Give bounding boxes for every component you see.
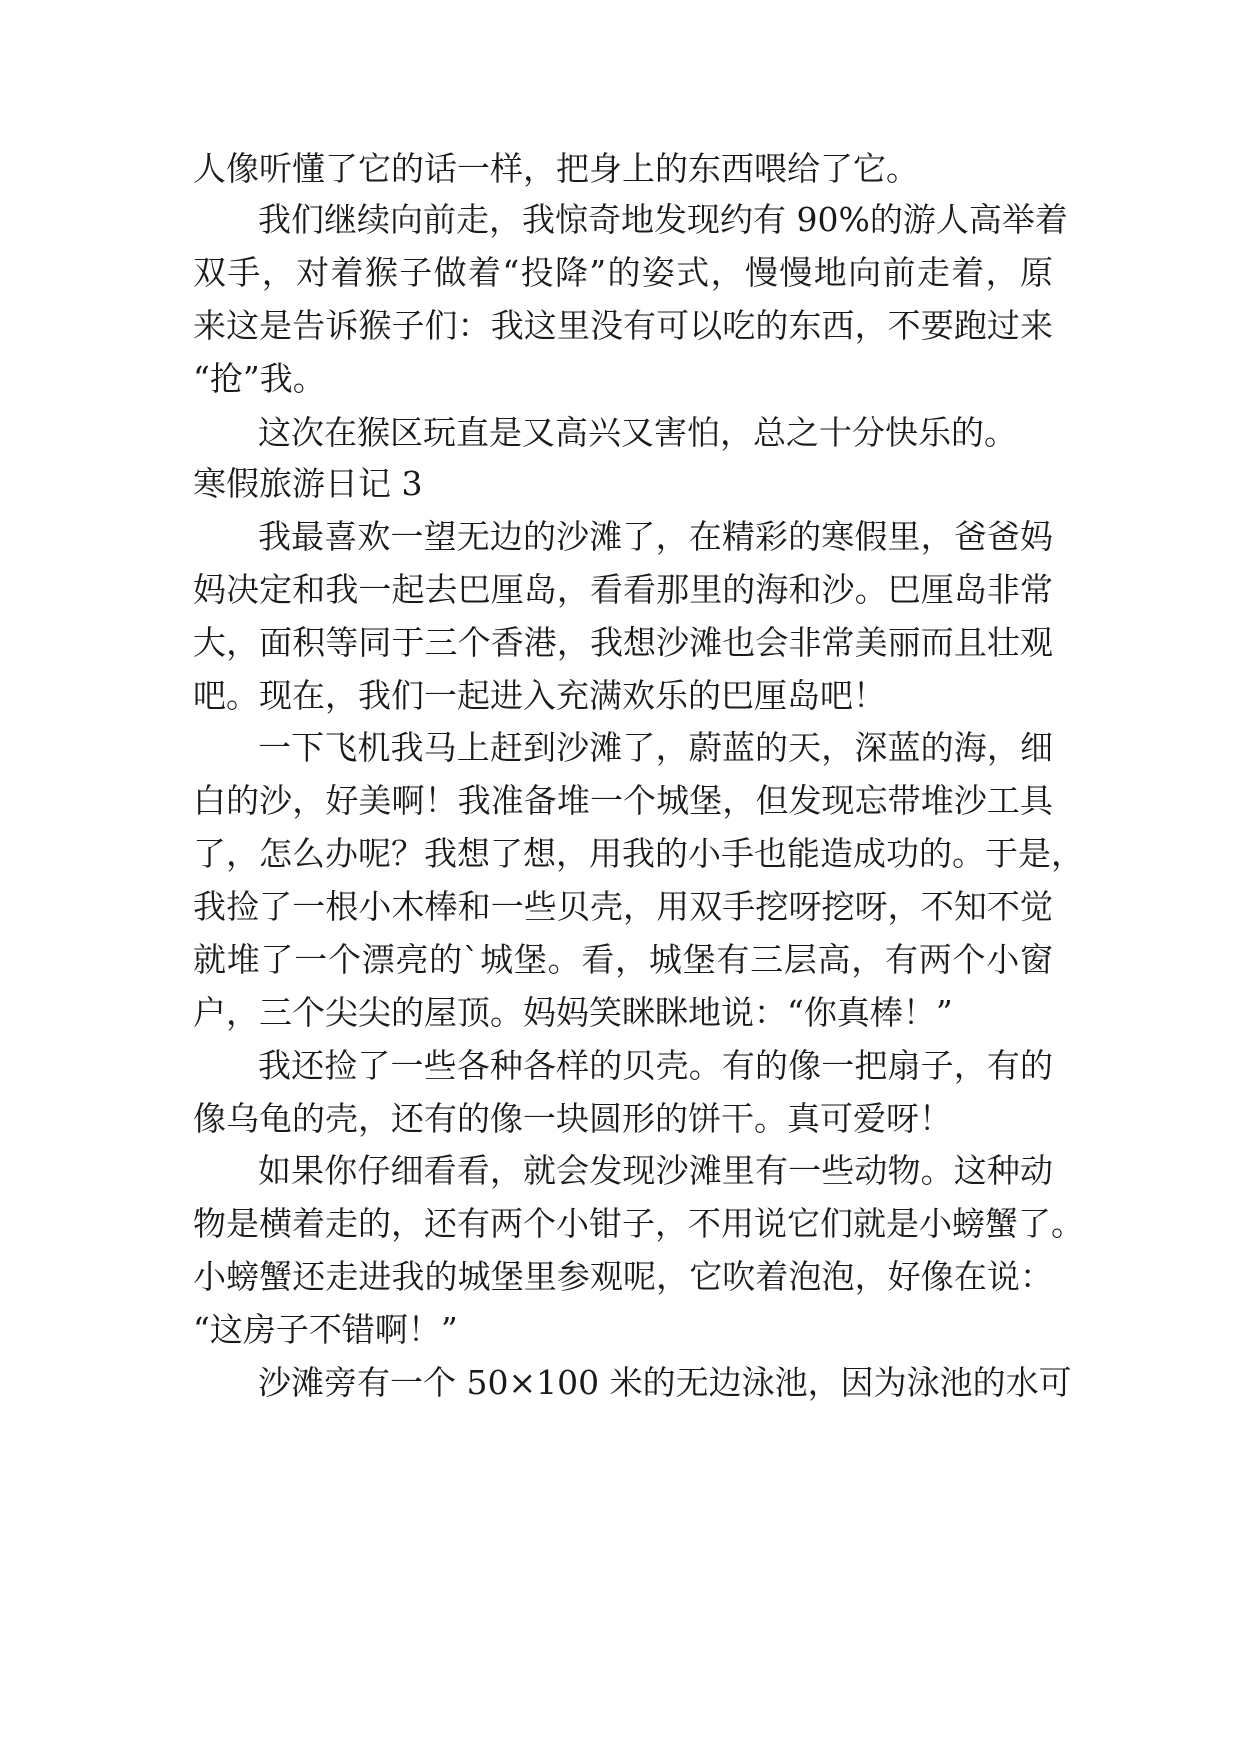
text-line: “这房子不错啊！”: [193, 1310, 458, 1349]
text-line: 吧。现在，我们一起进入充满欢乐的巴厘岛吧！: [193, 676, 886, 715]
text-line: 我们继续向前走，我惊奇地发现约有 90%的游人高举着: [258, 200, 1068, 239]
text-line: 像乌龟的壳，还有的像一块圆形的饼干。真可爱呀！: [193, 1099, 952, 1138]
text-line: 白的沙，好美啊！我准备堆一个城堡，但发现忘带堆沙工具: [193, 781, 1053, 820]
section-heading: 寒假旅游日记 3: [193, 464, 423, 503]
text-line: 小螃蟹还走进我的城堡里参观呢，它吹着泡泡，好像在说：: [193, 1257, 1053, 1296]
text-line: 户，三个尖尖的屋顶。妈妈笑眯眯地说：“你真棒！”: [193, 993, 953, 1032]
text-line: 一下飞机我马上赶到沙滩了，蔚蓝的天，深蓝的海，细: [258, 728, 1053, 767]
text-line: 人像听懂了它的话一样，把身上的东西喂给了它。: [193, 149, 919, 188]
text-line: 来这是告诉猴子们：我这里没有可以吃的东西，不要跑过来: [193, 306, 1053, 345]
text-line: 就堆了一个漂亮的`城堡。看，城堡有三层高，有两个小窗: [193, 940, 1053, 979]
text-line: 了，怎么办呢？我想了想，用我的小手也能造成功的。于是，: [193, 834, 1084, 873]
text-line: 我最喜欢一望无边的沙滩了，在精彩的寒假里，爸爸妈: [258, 517, 1053, 556]
text-line: “抢”我。: [193, 359, 326, 398]
text-line: 双手，对着猴子做着“投降”的姿式，慢慢地向前走着，原: [193, 253, 1053, 292]
text-line: 沙滩旁有一个 50×100 米的无边泳池，因为泳池的水可: [258, 1363, 1072, 1402]
text-line: 我捡了一根小木棒和一些贝壳，用双手挖呀挖呀，不知不觉: [193, 887, 1053, 926]
text-line: 物是横着走的，还有两个小钳子，不用说它们就是小螃蟹了。: [193, 1204, 1084, 1243]
text-line: 妈决定和我一起去巴厘岛，看看那里的海和沙。巴厘岛非常: [193, 570, 1053, 609]
text-line: 我还捡了一些各种各样的贝壳。有的像一把扇子，有的: [258, 1046, 1053, 1085]
text-line: 这次在猴区玩直是又高兴又害怕，总之十分快乐的。: [258, 413, 1017, 452]
text-line: 大，面积等同于三个香港，我想沙滩也会非常美丽而且壮观: [193, 623, 1053, 662]
text-line: 如果你仔细看看，就会发现沙滩里有一些动物。这种动: [258, 1151, 1053, 1190]
